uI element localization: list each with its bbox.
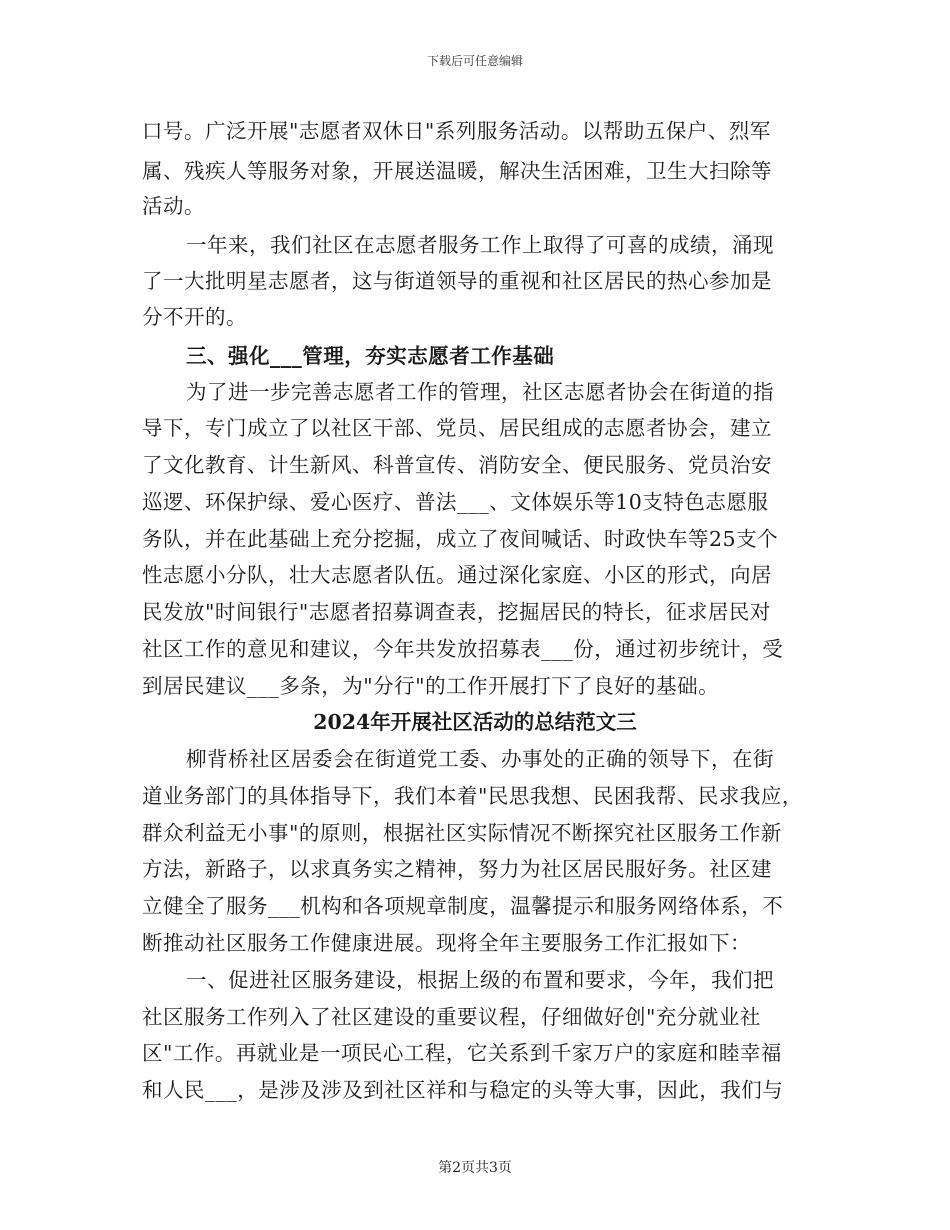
text-line: 属、残疾人等服务对象，开展送温暖，解决生活困难，卫生大扫除等 <box>142 159 772 183</box>
text-line: 导下，专门成立了以社区干部、党员、居民组成的志愿者协会，建立 <box>142 416 772 440</box>
document-title: 2024年开展社区活动的总结范文三 <box>313 710 637 734</box>
text-line: 分不开的。 <box>142 305 247 329</box>
text-line: 为了进一步完善志愿者工作的管理，社区志愿者协会在街道的指 <box>186 380 774 404</box>
text-line: 和人民___，是涉及涉及到社区祥和与稳定的头等大事，因此，我们与 <box>142 1078 784 1102</box>
text-line: 断推动社区服务工作健康进展。现将全年主要服务工作汇报如下： <box>142 931 751 955</box>
text-line: 务队，并在此基础上充分挖掘，成立了夜间喊话、时政快车等25支个 <box>142 527 779 551</box>
text-line: 到居民建议___多条，为"分行"的工作开展打下了良好的基础。 <box>142 674 720 698</box>
section-heading: 三、强化___管理，夯实志愿者工作基础 <box>186 344 555 368</box>
text-line: 一年来，我们社区在志愿者服务工作上取得了可喜的成绩，涌现 <box>186 233 774 257</box>
text-line: 方法，新路子，以求真务实之精神，努力为社区居民服好务。社区建 <box>142 857 772 881</box>
page-footer: 第2页共3页 <box>438 1160 512 1176</box>
text-line: 了文化教育、计生新风、科普宣传、消防安全、便民服务、党员治安 <box>142 453 772 477</box>
page-header: 下载后可任意编辑 <box>426 54 523 68</box>
text-line: 社区工作的意见和建议，今年共发放招募表___份，通过初步统计，受 <box>142 637 784 661</box>
text-line: 社区服务工作列入了社区建设的重要议程，仔细做好创"充分就业社 <box>142 1005 761 1029</box>
text-line: 活动。 <box>142 194 205 218</box>
text-line: 道业务部门的具体指导下，我们本着"民思我想、民困我帮、民求我应， <box>142 784 803 808</box>
text-line: 区"工作。再就业是一项民心工程，它关系到千家万户的家庭和睦幸福 <box>142 1041 782 1065</box>
text-line: 群众利益无小事"的原则，根据社区实际情况不断探究社区服务工作新 <box>142 821 782 845</box>
text-line: 口号。广泛开展"志愿者双休日"系列服务活动。以帮助五保户、烈军 <box>142 119 771 143</box>
text-line: 巡逻、环保护绿、爱心医疗、普法___、文体娱乐等10支特色志愿服 <box>142 490 769 514</box>
text-line: 民发放"时间银行"志愿者招募调查表，挖掘居民的特长，征求居民对 <box>142 600 771 624</box>
text-line: 立健全了服务___机构和各项规章制度，温馨提示和服务网络体系，不 <box>142 894 784 918</box>
text-line: 了一大批明星志愿者，这与街道领导的重视和社区居民的热心参加是 <box>142 269 772 293</box>
text-line: 柳背桥社区居委会在街道党工委、办事处的正确的领导下，在街 <box>186 747 774 771</box>
text-line: 性志愿小分队，壮大志愿者队伍。通过深化家庭、小区的形式，向居 <box>142 563 772 587</box>
text-line: 一、促进社区服务建设，根据上级的布置和要求，今年，我们把 <box>186 968 774 992</box>
